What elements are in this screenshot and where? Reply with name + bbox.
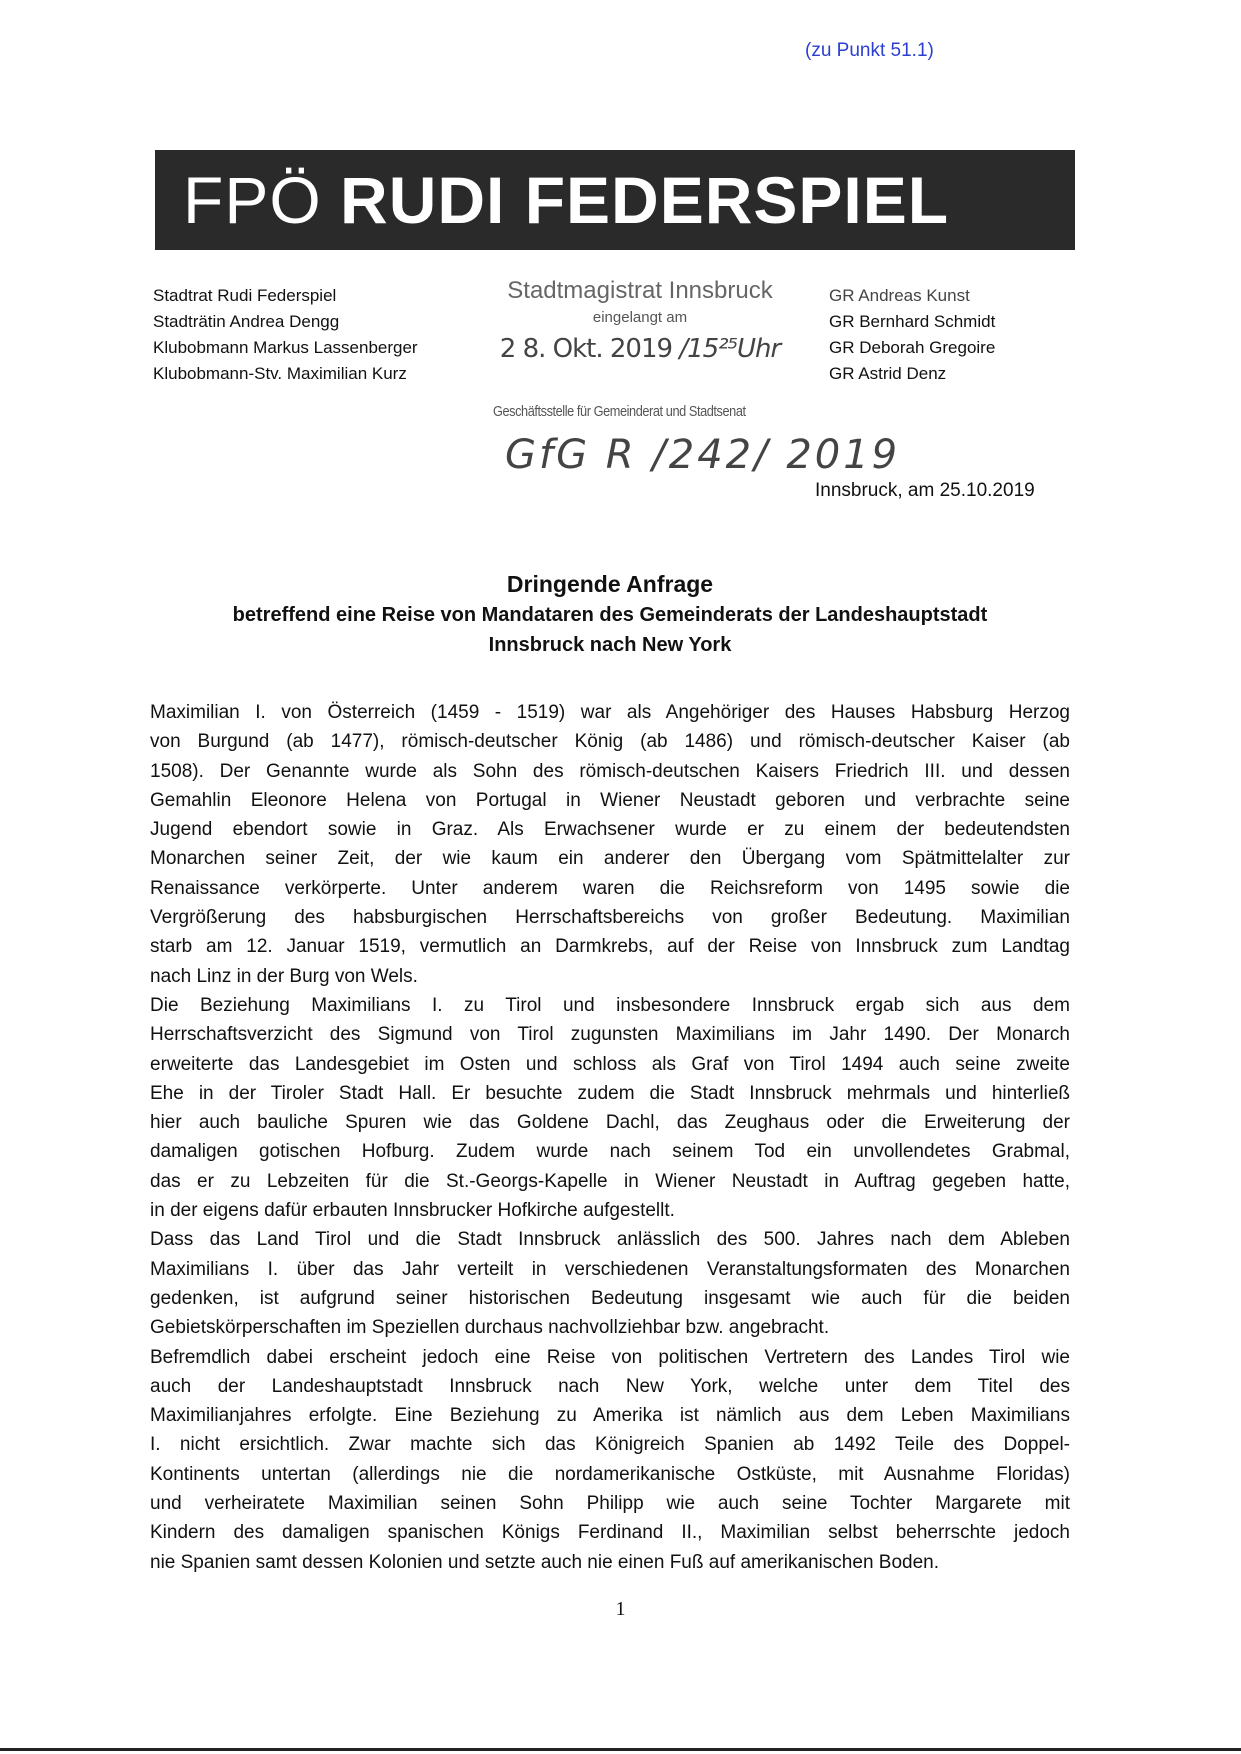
text-line: Maximilian I. von Österreich (1459 - 1519) war als Angehöriger des Hauses Habsburg Herzog xyxy=(150,702,1070,723)
text-line: Kontinents untertan (allerdings nie die nordamerikanische Ostküste, mit Ausnahme Floridas) xyxy=(150,1463,1070,1485)
sender-list-left xyxy=(153,283,418,387)
received-stamp xyxy=(490,277,790,364)
sender-name: GR Astrid Denz xyxy=(829,364,947,383)
text-line: Herrschaftsverzicht des Sigmund von Tirol zugunsten Maximilians im Jahr 1490. Der Monarch xyxy=(150,1024,1070,1046)
paragraph xyxy=(150,698,1070,991)
stamp-title: Stadtmagistrat Innsbruck xyxy=(507,277,773,304)
title-main: Dringende Anfrage xyxy=(506,571,714,597)
handwritten-file-number: GfG R /242/ 2019 xyxy=(505,432,901,478)
paragraph xyxy=(150,1225,1070,1342)
scan-edge xyxy=(0,1748,1241,1751)
banner-name: RUDI FEDERSPIEL xyxy=(340,163,950,237)
paragraph xyxy=(150,991,1070,1225)
document-title xyxy=(150,568,1070,660)
sender-name: GR Bernhard Schmidt xyxy=(829,312,996,331)
text-line: I. nicht ersichtlich. Zwar machte sich das Königreich Spanien ab 1492 Teile des Doppel- xyxy=(150,1434,1070,1456)
paragraph xyxy=(150,1343,1070,1577)
text-line: hier auch bauliche Spuren wie das Goldene Dachl, das Zeughaus oder die Erweiterung der xyxy=(150,1112,1070,1134)
text-line: von Burgund (ab 1477), römisch-deutscher König (ab 1486) und römisch-deutscher Kaiser (ab xyxy=(150,731,1070,753)
text-line: Monarchen seiner Zeit, der wie kaum ein anderer den Übergang vom Spätmittelalter zur xyxy=(150,848,1070,870)
stamp-time: /15²⁵Uhr xyxy=(679,334,781,364)
text-line: nach Linz in der Burg von Wels. xyxy=(150,965,418,987)
text-line: und verheiratete Maximilian seinen Sohn Philipp wie auch seine Tochter Margarete mit xyxy=(150,1493,1070,1515)
text-line: damaligen gotischen Hofburg. Zudem wurde nach seinem Tod ein unvollendetes Grabmal, xyxy=(150,1141,1070,1163)
sender-name: Stadtrat Rudi Federspiel xyxy=(153,286,337,305)
body-text xyxy=(150,698,1070,1577)
text-line: nie Spanien samt dessen Kolonien und setzte auch nie einen Fuß auf amerikanischen Boden. xyxy=(150,1551,940,1573)
text-line: 1508). Der Genannte wurde als Sohn des römisch-deutschen Kaisers Friedrich III. und dessen xyxy=(150,760,1070,782)
stamp-received-label: eingelangt am xyxy=(592,309,688,326)
text-line: Befremdlich dabei erscheint jedoch eine Reise von politischen Vertretern des Landes Tirol wie xyxy=(150,1346,1070,1368)
text-line: starb am 12. Januar 1519, vermutlich an Darmkrebs, auf der Reise von Innsbruck zum Landtag xyxy=(150,936,1070,958)
text-line: Ehe in der Tiroler Stadt Hall. Er besuchte zudem die Stadt Innsbruck mehrmals und hinterließ xyxy=(150,1082,1070,1104)
text-line: Gebietskörperschaften im Speziellen durchaus nachvollziehbar bzw. angebracht. xyxy=(150,1317,830,1339)
title-sub: Innsbruck nach New York xyxy=(488,634,732,656)
text-line: Dass das Land Tirol und die Stadt Innsbruck anlässlich des 500. Jahres nach dem Ableben xyxy=(150,1229,1070,1251)
sender-list-right xyxy=(829,283,995,387)
text-line: das er zu Lebzeiten für die St.-Georgs-Kapelle in Wiener Neustadt in Auftrag gegeben hatte, xyxy=(150,1170,1070,1192)
stamp-date: 2 8. Okt. 2019 xyxy=(499,334,673,364)
text-line: Vergrößerung des habsburgischen Herrschaftsbereichs von großer Bedeutung. Maximilian xyxy=(150,907,1070,929)
place-date: Innsbruck, am 25.10.2019 xyxy=(815,480,1035,501)
sender-name: GR Andreas Kunst xyxy=(829,286,970,305)
text-line: Renaissance verkörperte. Unter anderem waren die Reichsreform von 1495 sowie die xyxy=(150,877,1070,899)
banner-party: FPÖ xyxy=(183,163,322,237)
sender-name: Klubobmann-Stv. Maximilian Kurz xyxy=(153,364,407,383)
text-line: Maximilians I. über das Jahr verteilt in verschiedenen Veranstaltungsformaten des Monarchen xyxy=(150,1258,1070,1280)
sender-name: Klubobmann Markus Lassenberger xyxy=(153,338,418,357)
text-line: in der eigens dafür erbauten Innsbrucker Hofkirche aufgestellt. xyxy=(150,1200,675,1222)
title-sub: betreffend eine Reise von Mandataren des Gemeinderats der Landeshauptstadt xyxy=(232,604,988,626)
text-line: Maximilianjahres erfolgte. Eine Beziehung zu Amerika ist nämlich aus dem Leben Maximilians xyxy=(150,1405,1070,1427)
text-line: Die Beziehung Maximilians I. zu Tirol und insbesondere Innsbruck ergab sich aus dem xyxy=(150,994,1070,1016)
text-line: gedenken, ist aufgrund seiner historischen Bedeutung insgesamt wie auch für die beiden xyxy=(150,1287,1070,1309)
text-line: Gemahlin Eleonore Helena von Portugal in Wiener Neustadt geboren und verbrachte seine xyxy=(150,789,1070,811)
sender-name: Stadträtin Andrea Dengg xyxy=(153,312,340,331)
text-line: Kindern des damaligen spanischen Königs Ferdinand II., Maximilian selbst beherrschte jedoch xyxy=(150,1522,1070,1544)
text-line: auch der Landeshauptstadt Innsbruck nach New York, welche unter dem Titel des xyxy=(150,1375,1070,1397)
page-number: 1 xyxy=(615,1598,626,1620)
sender-name: GR Deborah Gregoire xyxy=(829,338,996,357)
party-banner xyxy=(155,150,1075,250)
text-line: erweiterte das Landesgebiet im Osten und schloss als Graf von Tirol 1494 auch seine zweite xyxy=(150,1053,1070,1075)
text-line: Jugend ebendort sowie in Graz. Als Erwachsener wurde er zu einem der bedeutendsten xyxy=(150,819,1070,841)
agenda-reference: (zu Punkt 51.1) xyxy=(805,40,934,61)
office-stamp: Geschäftsstelle für Gemeinderat und Stadtsenat xyxy=(493,403,746,420)
